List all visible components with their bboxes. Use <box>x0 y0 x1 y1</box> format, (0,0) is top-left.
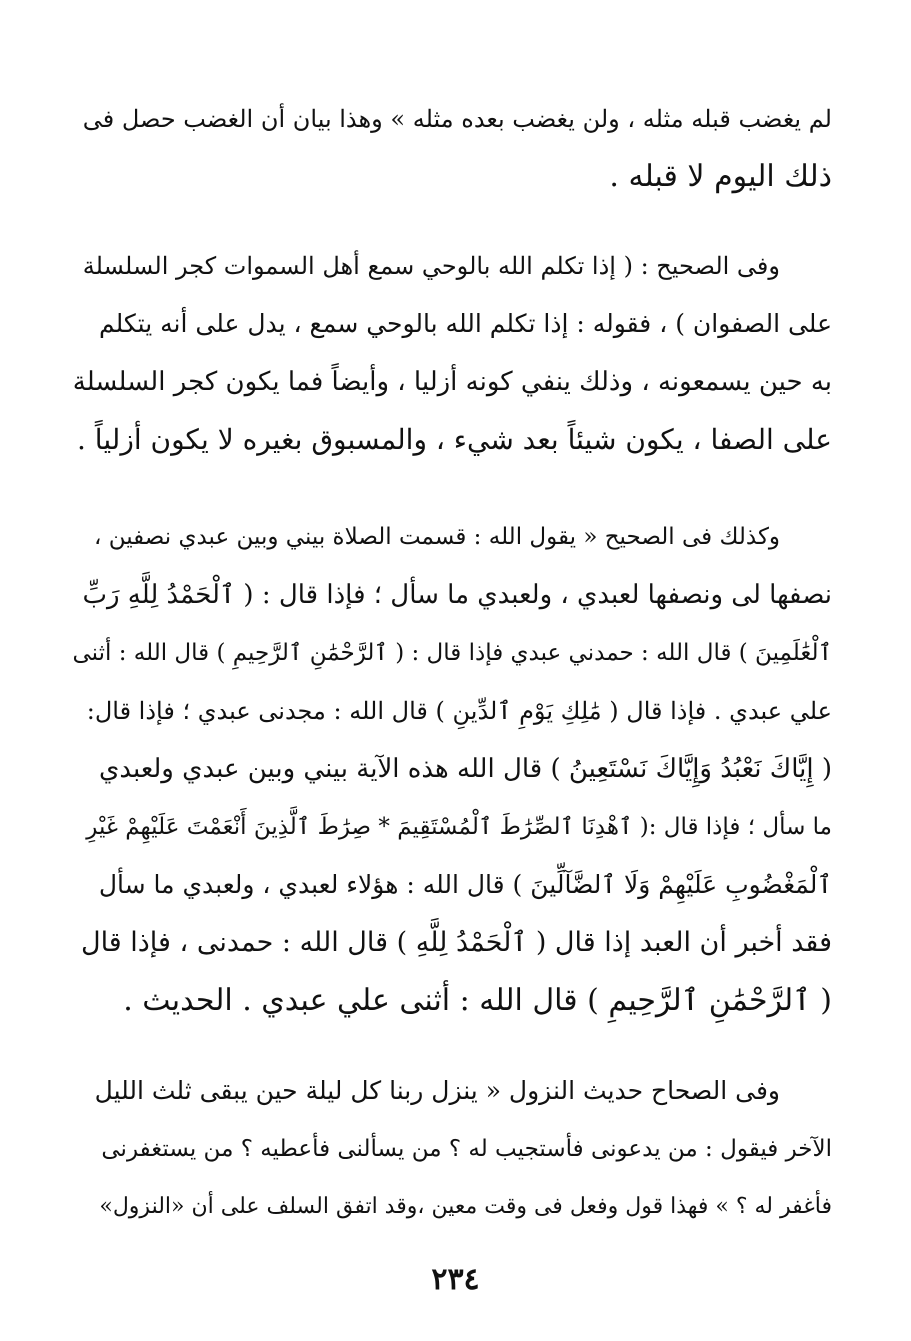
text-line: فأغفر له ؟ » فهذا قول وفعل فى وقت معين ،وقد اتفق السلف على أن «النزول» <box>99 1194 832 1219</box>
text-line: ٱلْمَغْضُوبِ عَلَيْهِمْ وَلَا ٱلضَّآلِّينَ ) قال الله : هؤلاء لعبدي ، ولعبدي ما سأل <box>98 870 832 899</box>
text-line: فقد أخبر أن العبد إذا قال ( ٱلْحَمْدُ لِلَّهِ ) قال الله : حمدنى ، فإذا قال <box>80 927 832 958</box>
text-line: وفى الصحاح حديث النزول « ينزل ربنا كل ليلة حين يبقى ثلث الليل <box>94 1076 780 1105</box>
text-line: به حين يسمعونه ، وذلك ينفي كونه أزليا ، وأيضاً فما يكون كجر السلسلة <box>72 367 832 397</box>
paragraph-4 <box>72 1062 832 1236</box>
text-line: على الصفوان ) ، فقوله : إذا تكلم الله بالوحي سمع ، يدل على أنه يتكلم <box>98 309 832 338</box>
text-line: علي عبدي . فإذا قال ( مَٰلِكِ يَوْمِ ٱلدِّينِ ) قال الله : مجدنى عبدي ؛ فإذا قال: <box>86 697 832 725</box>
text-line: نصفها لى ونصفها لعبدي ، ولعبدي ما سأل ؛ فإذا قال : ( ٱلْحَمْدُ لِلَّهِ رَبِّ <box>82 580 832 610</box>
text-line: لم يغضب قبله مثله ، ولن يغضب بعده مثله » وهذا بيان أن الغضب حصل فى <box>82 105 832 133</box>
page-number: ٢٣٤ <box>431 1262 480 1297</box>
text-line: ما سأل ؛ فإذا قال :( ٱهْدِنَا ٱلصِّرَٰطَ ٱلْمُسْتَقِيمَ * صِرَٰطَ ٱلَّذِينَ أَنْعَمْتَ عَلَيْهِمْ غَيْرِ <box>86 814 832 840</box>
text-line: الآخر فيقول : من يدعونى فأستجيب له ؟ من يسألنى فأعطيه ؟ من يستغفرنى <box>101 1136 832 1162</box>
text-line: ٱلْعَٰلَمِينَ ) قال الله : حمدني عبدي فإذا قال : ( ٱلرَّحْمَٰنِ ٱلرَّحِيمِ ) قال الله : أثنى <box>72 640 832 666</box>
text-line: وفى الصحيح : ( إذا تكلم الله بالوحي سمع أهل السموات كجر السلسلة <box>82 252 780 280</box>
paragraph-1 <box>72 90 832 206</box>
text-line: ( ٱلرَّحْمَٰنِ ٱلرَّحِيمِ ) قال الله : أثنى علي عبدي . الحديث . <box>123 983 832 1018</box>
paragraph-2 <box>72 237 832 469</box>
paragraph-3 <box>72 508 832 1030</box>
text-line: ذلك اليوم لا قبله . <box>609 159 832 194</box>
text-line: ( إِيَّاكَ نَعْبُدُ وَإِيَّاكَ نَسْتَعِينُ ) قال الله هذه الآية بيني وبين عبدي ولعبدي <box>98 754 832 784</box>
text-line: وكذلك فى الصحيح « يقول الله : قسمت الصلاة بيني وبين عبدي نصفين ، <box>93 524 780 550</box>
text-line: على الصفا ، يكون شيئاً بعد شيء ، والمسبوق بغيره لا يكون أزلياً . <box>77 423 832 456</box>
